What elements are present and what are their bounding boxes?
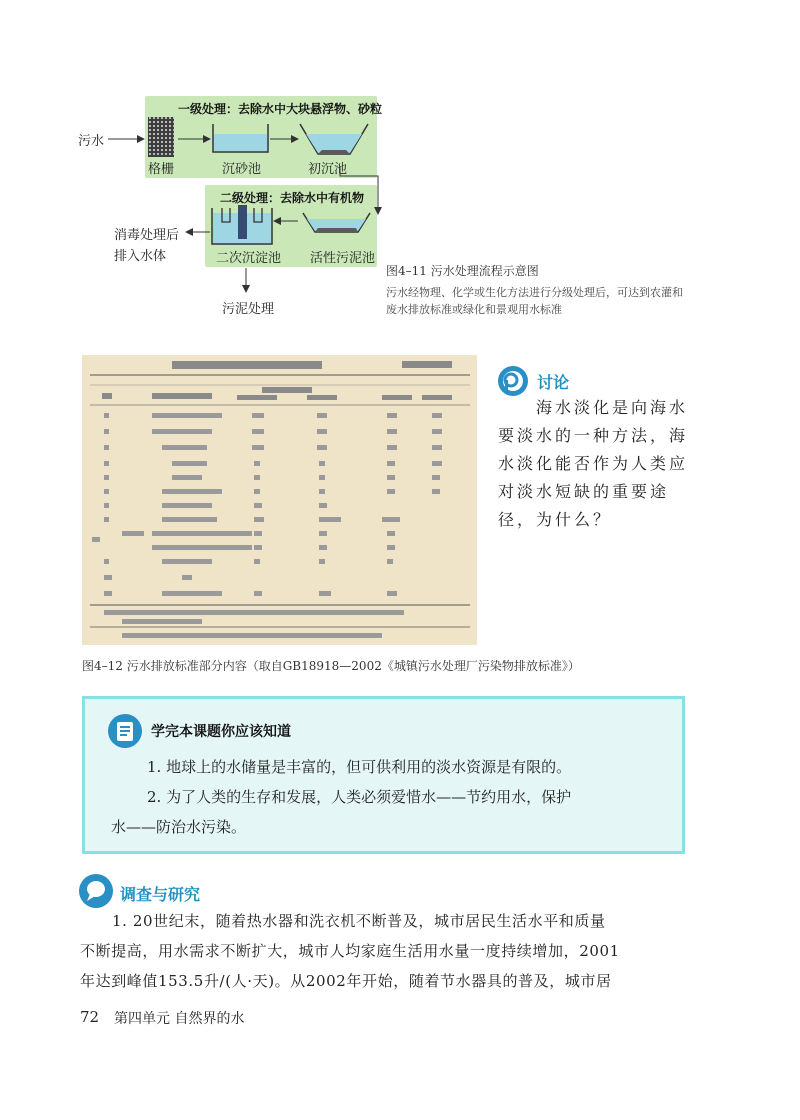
speech-bubble-icon <box>78 873 114 909</box>
discussion-title: 讨论 <box>537 373 570 392</box>
output-label-2: 排入水体 <box>114 249 167 264</box>
summary-title: 学完本课题你应该知道 <box>151 724 291 740</box>
discussion-icon <box>497 365 529 397</box>
output-label-1: 消毒处理后 <box>114 228 180 243</box>
stage1-title: 一级处理：去除水中大块悬浮物、砂粒 <box>178 102 383 116</box>
investigate-line-1: 1. 20世纪末，随着热水器和洗衣机不断普及，城市居民生活水平和质量 <box>112 912 606 930</box>
figure-4-11-description: 污水经物理、化学或生化方法进行分级处理后，可达到农灌和废水排放标准或绿化和景观用水标准 <box>386 286 683 316</box>
page-number: 72 <box>80 1008 100 1026</box>
investigate-title: 调查与研究 <box>120 885 201 904</box>
figure-4-12-caption: 图4–12 污水排放标准部分内容（取自GB18918—2002《城镇污水处理厂污染物排放标准》） <box>82 659 580 673</box>
summary-item-2-line-2: 水——防治水污染。 <box>111 818 247 836</box>
notebook-icon <box>107 713 143 749</box>
primary-settling-label: 初沉池 <box>308 162 348 177</box>
figure-4-11-caption: 图4–11 污水处理流程示意图 <box>386 264 539 278</box>
investigate-line-2: 不断提高，用水需求不断扩大，城市人均家庭生活用水量一度持续增加，2001 <box>80 942 620 960</box>
summary-item-1: 1. 地球上的水储量是丰富的，但可供利用的淡水资源是有限的。 <box>147 758 572 776</box>
grid-label: 格栅 <box>148 162 175 177</box>
discussion-text: 海水淡化是向海水要淡水的一种方法，海水淡化能否作为人类应对淡水短缺的重要途径，为什么？ <box>498 398 689 529</box>
secondary-settling-label: 二次沉淀池 <box>216 251 282 266</box>
activated-sludge-label: 活性污泥池 <box>310 251 376 266</box>
stage2-title: 二级处理：去除水中有机物 <box>220 191 365 205</box>
input-label: 污水 <box>78 134 105 149</box>
grit-chamber-label: 沉砂池 <box>222 162 262 177</box>
diagram-graphics <box>0 0 800 330</box>
discharge-standard-table-image <box>82 355 477 645</box>
summary-box <box>82 696 685 854</box>
investigate-line-3: 年达到峰值153.5升/(人·天)。从2002年开始，随着节水器具的普及，城市居 <box>80 972 612 990</box>
unit-title: 第四单元 自然界的水 <box>114 1011 245 1027</box>
sludge-treatment-label: 污泥处理 <box>222 302 275 317</box>
table-scan-graphic <box>82 355 477 645</box>
grid-screen <box>148 117 174 157</box>
summary-item-2-line-1: 2. 为了人类的生存和发展，人类必须爱惜水——节约用水，保护 <box>147 788 572 806</box>
